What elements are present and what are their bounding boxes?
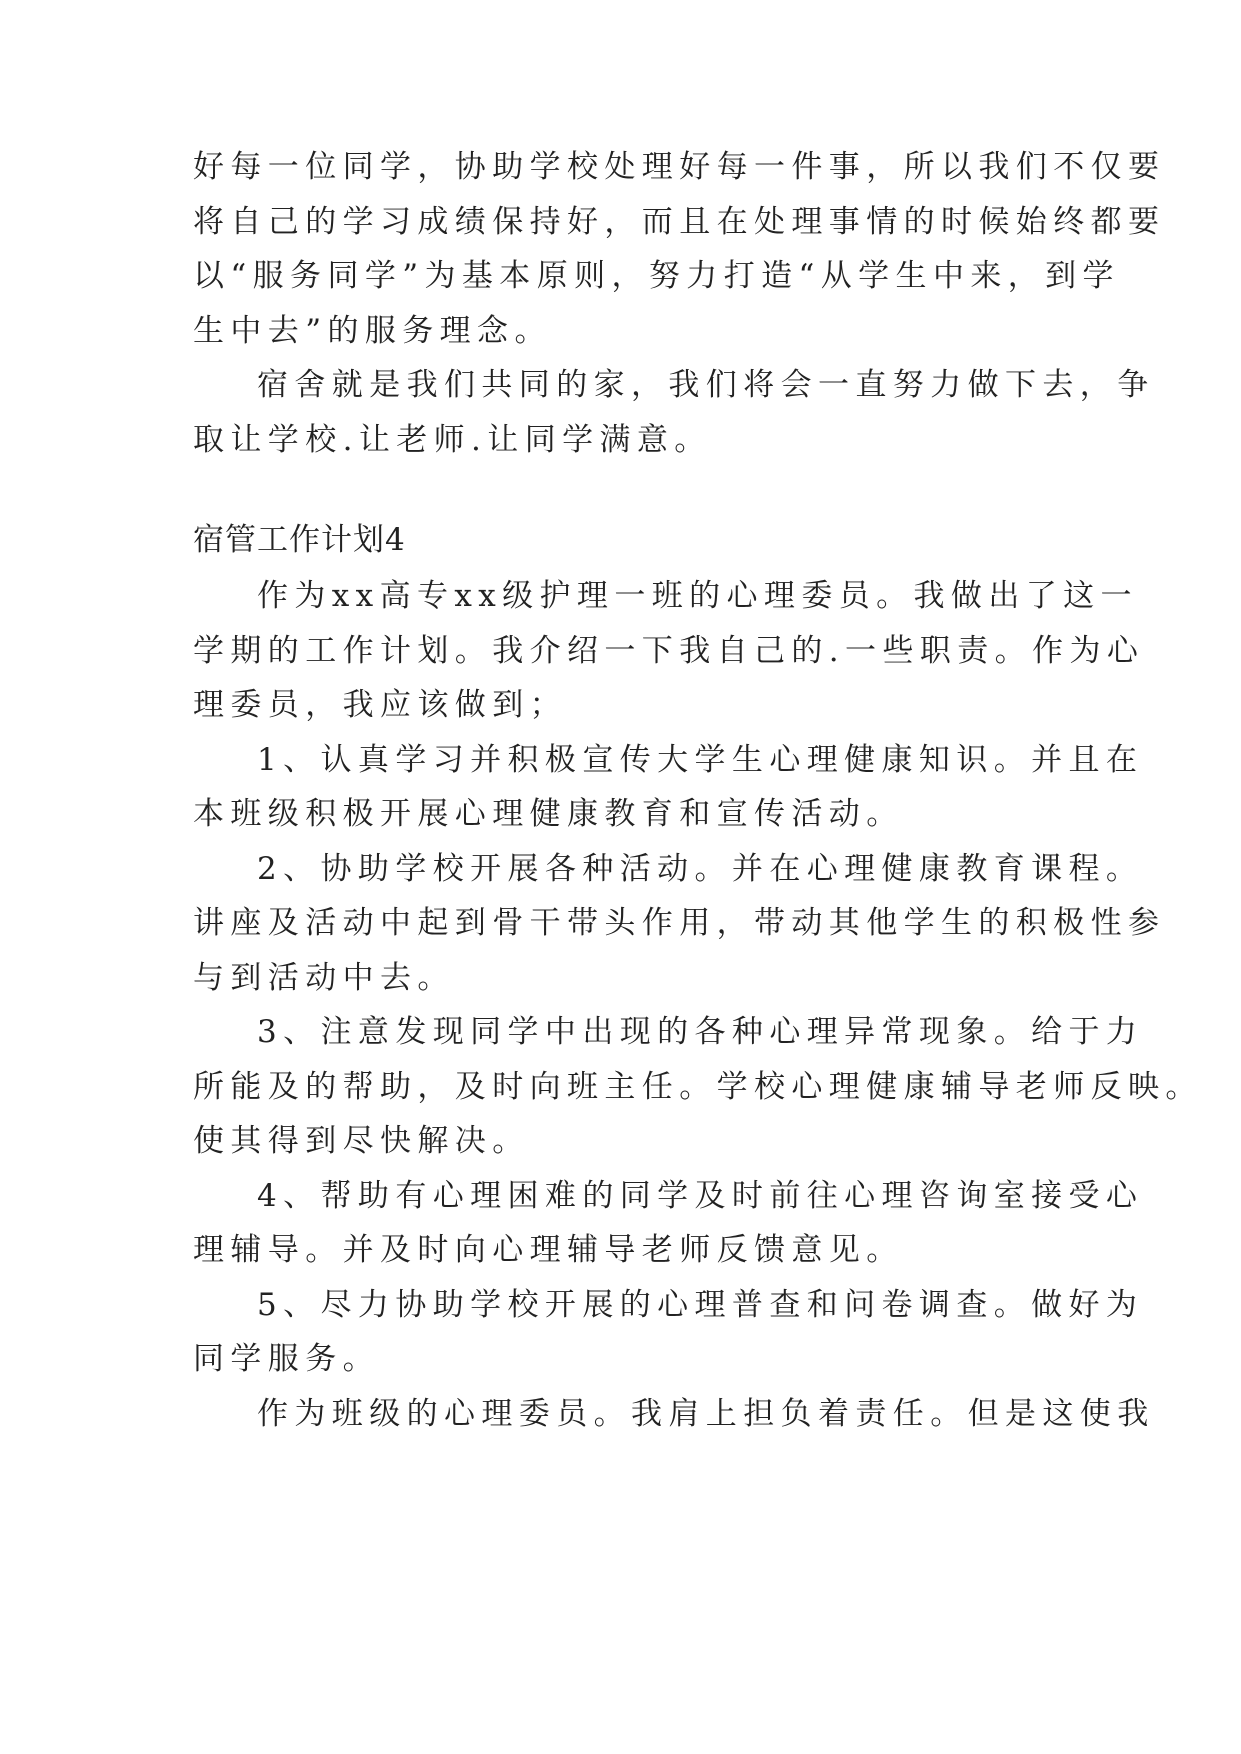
section-heading: 宿管工作计划4 [193, 522, 406, 558]
paragraph-line: 将自己的学习成绩保持好，而且在处理事情的时候始终都要 [193, 204, 1166, 240]
paragraph-line: 取让学校.让老师.让同学满意。 [193, 422, 712, 458]
paragraph-line: 同学服务。 [193, 1341, 380, 1377]
paragraph-line: 宿舍就是我们共同的家，我们将会一直努力做下去，争 [257, 367, 1155, 403]
paragraph-line: 作为班级的心理委员。我肩上担负着责任。但是这使我 [257, 1396, 1155, 1432]
paragraph-line: 作为xx高专xx级护理一班的心理委员。我做出了这一 [257, 578, 1138, 614]
paragraph-line: 学期的工作计划。我介绍一下我自己的.一些职责。作为心 [193, 633, 1145, 669]
paragraph-line: 3、注意发现同学中出现的各种心理异常现象。给于力 [257, 1014, 1144, 1050]
paragraph-line: 本班级积极开展心理健康教育和宣传活动。 [193, 796, 904, 832]
paragraph-line: 讲座及活动中起到骨干带头作用，带动其他学生的积极性参 [193, 905, 1166, 941]
paragraph-line: 使其得到尽快解决。 [193, 1123, 530, 1159]
paragraph-line: 5、尽力协助学校开展的心理普查和问卷调查。做好为 [257, 1287, 1144, 1323]
paragraph-line: 以“服务同学”为基本原则，努力打造“从学生中来，到学 [193, 258, 1120, 294]
paragraph-line: 理委员，我应该做到； [193, 687, 567, 723]
paragraph-line: 理辅导。并及时向心理辅导老师反馈意见。 [193, 1232, 904, 1268]
paragraph-line: 1、认真学习并积极宣传大学生心理健康知识。并且在 [257, 742, 1144, 778]
paragraph-line: 所能及的帮助，及时向班主任。学校心理健康辅导老师反映。 [193, 1069, 1203, 1105]
paragraph-line: 好每一位同学，协助学校处理好每一件事，所以我们不仅要 [193, 149, 1166, 185]
paragraph-line: 与到活动中去。 [193, 960, 455, 996]
paragraph-line: 4、帮助有心理困难的同学及时前往心理咨询室接受心 [257, 1178, 1144, 1214]
paragraph-line: 生中去”的服务理念。 [193, 313, 552, 349]
paragraph-line: 2、协助学校开展各种活动。并在心理健康教育课程。 [257, 851, 1144, 887]
